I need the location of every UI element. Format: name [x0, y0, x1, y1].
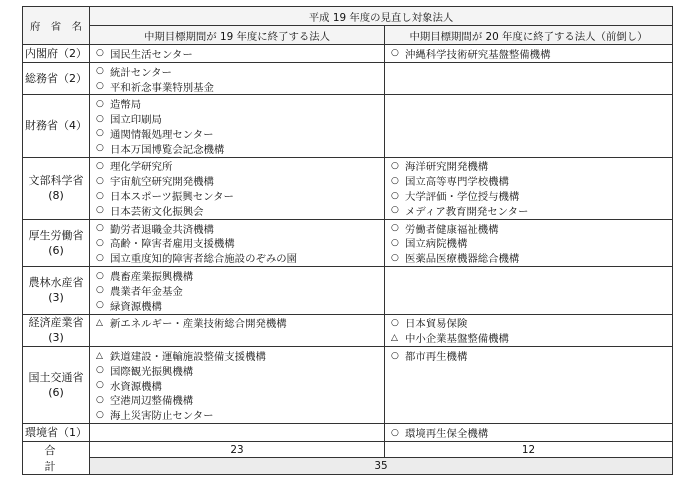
corporation-name: 日本芸術文化振興会 — [110, 205, 204, 218]
corporation-item — [96, 393, 378, 408]
fy19-cell — [90, 219, 385, 266]
corporation-item — [96, 407, 378, 422]
corporation-name: 労働者健康福祉機構 — [405, 223, 499, 236]
corporation-name: 通関情報処理センター — [110, 128, 214, 141]
ministry-name — [23, 157, 90, 219]
corporation-name: 統計センター — [110, 66, 172, 79]
corporation-item — [96, 298, 378, 313]
corporation-name: 環境再生保全機構 — [405, 428, 489, 441]
ministry-row — [23, 45, 673, 63]
ministry-name-line: 文部科学省 — [28, 174, 84, 188]
circle-mark-icon: ○ — [391, 190, 399, 201]
corporation-name: 勤労者退職金共済機構 — [110, 223, 214, 236]
fy20-cell — [385, 267, 673, 314]
corporation-name: 日本万国博覧会記念機構 — [110, 143, 225, 156]
ministry-name — [23, 347, 90, 424]
ministry-name — [23, 267, 90, 314]
ministry-row — [23, 95, 673, 157]
ministry-name — [23, 424, 90, 442]
corporation-item — [96, 96, 378, 111]
corporation-name: 農業者年金基金 — [110, 285, 183, 298]
corporation-name: 水資源機構 — [110, 380, 162, 393]
corporation-item — [96, 236, 378, 251]
corporation-item — [96, 348, 378, 363]
circle-mark-icon: ○ — [96, 394, 104, 405]
circle-mark-icon: ○ — [96, 190, 104, 201]
triangle-mark-icon: △ — [96, 317, 103, 328]
corporation-item — [391, 203, 666, 218]
fy20-header: 中期目標期間が 20 年度に終了する法人（前倒し） — [385, 26, 673, 45]
ministry-row — [23, 267, 673, 314]
corporation-item — [96, 268, 378, 283]
ministry-row — [23, 347, 673, 424]
ministry-name-line: 国土交通省 — [28, 371, 84, 385]
corporation-name: 国立病院機構 — [405, 238, 468, 251]
circle-mark-icon: ○ — [96, 113, 104, 124]
corporation-name: 国立高等専門学校機構 — [405, 176, 509, 189]
corporation-item — [96, 283, 378, 298]
ministry-header: 府 省 名 — [23, 7, 90, 45]
ministry-name-line: 総務省（2） — [25, 72, 87, 86]
circle-mark-icon: ○ — [391, 223, 399, 234]
fy20-total: 12 — [385, 441, 673, 458]
corporation-item — [96, 111, 378, 126]
subtotal-row — [23, 441, 673, 458]
circle-mark-icon: ○ — [391, 237, 399, 248]
corporation-item — [96, 159, 378, 174]
circle-mark-icon: ○ — [96, 128, 104, 139]
circle-mark-icon: ○ — [96, 409, 104, 420]
fy19-cell — [90, 62, 385, 95]
corporation-name: 国立印刷局 — [110, 114, 162, 127]
fy20-cell — [385, 347, 673, 424]
corporation-name: 鉄道建設・運輸施設整備支援機構 — [110, 351, 266, 364]
corporation-name: 国民生活センター — [110, 48, 193, 61]
circle-mark-icon: ○ — [391, 48, 399, 59]
circle-mark-icon: ○ — [96, 252, 104, 263]
fy20-cell — [385, 314, 673, 347]
corporation-name: 海洋研究開発機構 — [405, 161, 489, 174]
corporation-item — [391, 316, 666, 331]
corporation-name: 医薬品医療機器総合機構 — [405, 253, 520, 266]
grand-total: 35 — [90, 458, 673, 475]
circle-mark-icon: ○ — [96, 143, 104, 154]
circle-mark-icon: ○ — [96, 175, 104, 186]
corporation-name: 宇宙航空研究開発機構 — [110, 176, 214, 189]
corporation-name: 農畜産業振興機構 — [110, 271, 194, 284]
ministry-name-line: 農林水産省 — [28, 276, 84, 290]
ministry-name-line: (3) — [48, 291, 64, 305]
fy19-cell — [90, 95, 385, 157]
grand-total-row — [23, 458, 673, 475]
circle-mark-icon: ○ — [391, 205, 399, 216]
circle-mark-icon: ○ — [96, 237, 104, 248]
ministry-name-line: 環境省（1） — [25, 426, 87, 440]
corporation-item — [96, 173, 378, 188]
ministry-row — [23, 424, 673, 442]
span-title-header: 平成 19 年度の見直し対象法人 — [90, 7, 673, 26]
ministry-name-line: 経済産業省 — [28, 316, 84, 330]
ministry-name-line: (6) — [48, 243, 64, 257]
circle-mark-icon: ○ — [96, 223, 104, 234]
triangle-mark-icon: △ — [391, 332, 398, 343]
ministry-name — [23, 45, 90, 63]
corporation-name: 緑資源機構 — [110, 300, 162, 313]
circle-mark-icon: ○ — [391, 427, 399, 438]
corporation-item — [96, 46, 378, 61]
ministry-row — [23, 157, 673, 219]
corporation-item — [391, 236, 666, 251]
circle-mark-icon: ○ — [96, 270, 104, 281]
review-target-table — [22, 6, 673, 475]
corporation-name: 造幣局 — [110, 99, 142, 112]
corporation-item — [96, 188, 378, 203]
corporation-name: 沖縄科学技術研究基盤整備機構 — [405, 48, 551, 61]
fy20-cell — [385, 219, 673, 266]
corporation-item — [391, 159, 666, 174]
ministry-name-line: 内閣府（2） — [25, 46, 87, 60]
corporation-item — [391, 188, 666, 203]
corporation-item — [96, 141, 378, 156]
circle-mark-icon: ○ — [391, 317, 399, 328]
fy19-header: 中期目標期間が 19 年度に終了する法人 — [90, 26, 385, 45]
triangle-mark-icon: △ — [96, 350, 103, 361]
fy19-cell — [90, 45, 385, 63]
fy19-total: 23 — [90, 441, 385, 458]
corporation-name: 日本貿易保険 — [405, 318, 468, 331]
ministry-row — [23, 62, 673, 95]
ministry-name — [23, 62, 90, 95]
circle-mark-icon: ○ — [391, 160, 399, 171]
corporation-item — [391, 46, 666, 61]
corporation-name: 大学評価・学位授与機構 — [405, 191, 520, 204]
circle-mark-icon: ○ — [96, 98, 104, 109]
circle-mark-icon: ○ — [96, 80, 104, 91]
corporation-name: メディア教育開発センター — [405, 205, 529, 218]
corporation-item — [391, 425, 666, 440]
corporation-name: 新エネルギー・産業技術総合開発機構 — [110, 318, 287, 331]
fy19-cell — [90, 424, 385, 442]
fy19-cell — [90, 157, 385, 219]
corporation-name: 国際観光振興機構 — [110, 365, 194, 378]
corporation-item — [96, 126, 378, 141]
corporation-name: 平和祈念事業特別基金 — [110, 81, 214, 94]
corporation-name: 中小企業基盤整備機構 — [405, 333, 509, 346]
corporation-item — [391, 173, 666, 188]
circle-mark-icon: ○ — [96, 300, 104, 311]
circle-mark-icon: ○ — [96, 205, 104, 216]
corporation-item — [96, 64, 378, 79]
fy19-cell — [90, 267, 385, 314]
circle-mark-icon: ○ — [96, 285, 104, 296]
ministry-row — [23, 219, 673, 266]
ministry-name-line: 厚生労働省 — [28, 228, 84, 242]
circle-mark-icon: ○ — [391, 350, 399, 361]
circle-mark-icon: ○ — [391, 175, 399, 186]
ministry-name-line: (8) — [48, 189, 64, 203]
corporation-item — [96, 203, 378, 218]
corporation-item — [391, 348, 666, 363]
circle-mark-icon: ○ — [96, 365, 104, 376]
circle-mark-icon: ○ — [96, 48, 104, 59]
circle-mark-icon: ○ — [96, 160, 104, 171]
corporation-item — [96, 363, 378, 378]
circle-mark-icon: ○ — [96, 66, 104, 77]
ministry-name — [23, 95, 90, 157]
ministry-name-line: (3) — [48, 331, 64, 345]
ministry-name-line: 財務省（4） — [25, 119, 87, 133]
corporation-name: 日本スポーツ振興センター — [110, 191, 234, 204]
corporation-item — [391, 250, 666, 265]
fy20-cell — [385, 95, 673, 157]
fy20-cell — [385, 157, 673, 219]
corporation-item — [96, 316, 378, 331]
corporation-name: 空港周辺整備機構 — [110, 395, 194, 408]
fy19-cell — [90, 347, 385, 424]
corporation-name: 海上災害防止センター — [110, 410, 214, 423]
ministry-name-line: (6) — [48, 386, 64, 400]
corporation-item — [96, 221, 378, 236]
circle-mark-icon: ○ — [391, 252, 399, 263]
corporation-item — [96, 79, 378, 94]
fy19-cell — [90, 314, 385, 347]
corporation-name: 高齢・障害者雇用支援機構 — [110, 238, 235, 251]
corporation-item — [96, 250, 378, 265]
corporation-name: 国立重度知的障害者総合施設のぞみの園 — [110, 253, 298, 266]
corporation-item — [391, 330, 666, 345]
ministry-name — [23, 219, 90, 266]
total-label: 合 計 — [23, 441, 90, 474]
fy20-cell — [385, 424, 673, 442]
corporation-name: 都市再生機構 — [405, 351, 468, 364]
circle-mark-icon: ○ — [96, 380, 104, 391]
ministry-name — [23, 314, 90, 347]
fy20-cell — [385, 45, 673, 63]
corporation-item — [96, 378, 378, 393]
ministry-row — [23, 314, 673, 347]
fy20-cell — [385, 62, 673, 95]
corporation-name: 理化学研究所 — [110, 161, 173, 174]
corporation-item — [391, 221, 666, 236]
